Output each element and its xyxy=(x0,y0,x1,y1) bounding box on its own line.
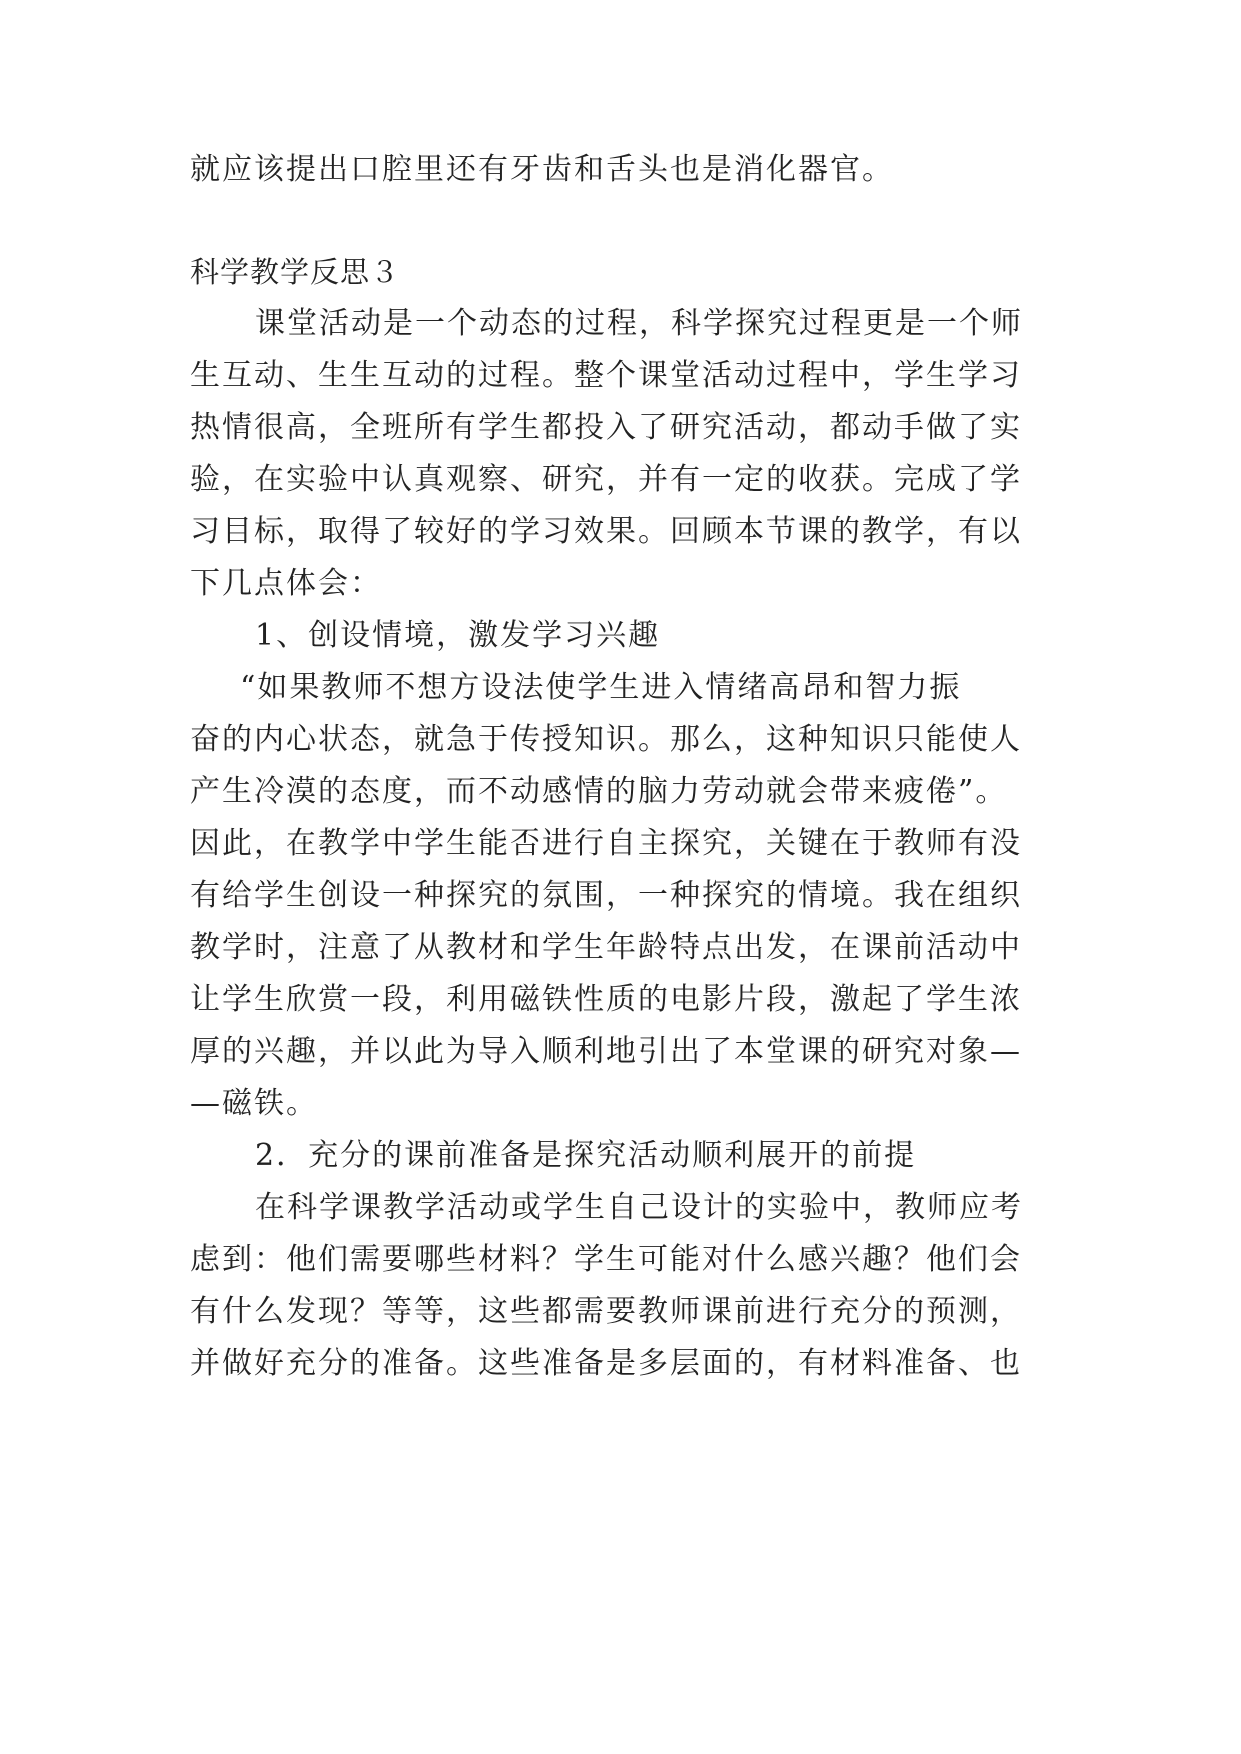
text-line: 课堂活动是一个动态的过程，科学探究过程更是一个师 xyxy=(255,306,1023,341)
subsection-heading: 1、创设情境，激发学习兴趣 xyxy=(255,618,661,653)
text-line: 奋的内心状态，就急于传授知识。那么，这种知识只能使人 xyxy=(190,722,1022,757)
text-line: 就应该提出口腔里还有牙齿和舌头也是消化器官。 xyxy=(190,152,894,187)
section-heading: 科学教学反思３ xyxy=(190,255,401,289)
text-line: 因此，在教学中学生能否进行自主探究，关键在于教师有没 xyxy=(190,826,1022,861)
text-line: 生互动、生生互动的过程。整个课堂活动过程中，学生学习 xyxy=(190,358,1022,393)
text-line: 厚的兴趣，并以此为导入顺利地引出了本堂课的研究对象— xyxy=(190,1034,1022,1069)
text-line: 有给学生创设一种探究的氛围，一种探究的情境。我在组织 xyxy=(190,878,1022,913)
text-line: 习目标，取得了较好的学习效果。回顾本节课的教学，有以 xyxy=(190,514,1022,549)
subsection-heading: 2．充分的课前准备是探究活动顺利展开的前提 xyxy=(255,1138,917,1173)
text-line: 热情很高，全班所有学生都投入了研究活动，都动手做了实 xyxy=(190,410,1022,445)
text-line: —磁铁。 xyxy=(190,1086,318,1121)
text-line: “如果教师不想方设法使学生进入情绪高昂和智力振 xyxy=(240,670,962,705)
text-line: 虑到：他们需要哪些材料？学生可能对什么感兴趣？他们会 xyxy=(190,1242,1022,1277)
text-line: 在科学课教学活动或学生自己设计的实验中，教师应考 xyxy=(255,1190,1023,1225)
text-line: 下几点体会： xyxy=(190,566,382,601)
text-line: 产生冷漠的态度，而不动感情的脑力劳动就会带来疲倦”。 xyxy=(190,774,1008,809)
text-line: 验，在实验中认真观察、研究，并有一定的收获。完成了学 xyxy=(190,462,1022,497)
text-line: 有什么发现？等等，这些都需要教师课前进行充分的预测， xyxy=(190,1294,1022,1329)
text-line: 教学时，注意了从教材和学生年龄特点出发，在课前活动中 xyxy=(190,930,1022,965)
text-line: 让学生欣赏一段，利用磁铁性质的电影片段，激起了学生浓 xyxy=(190,982,1022,1017)
text-line: 并做好充分的准备。这些准备是多层面的，有材料准备、也 xyxy=(190,1346,1022,1381)
